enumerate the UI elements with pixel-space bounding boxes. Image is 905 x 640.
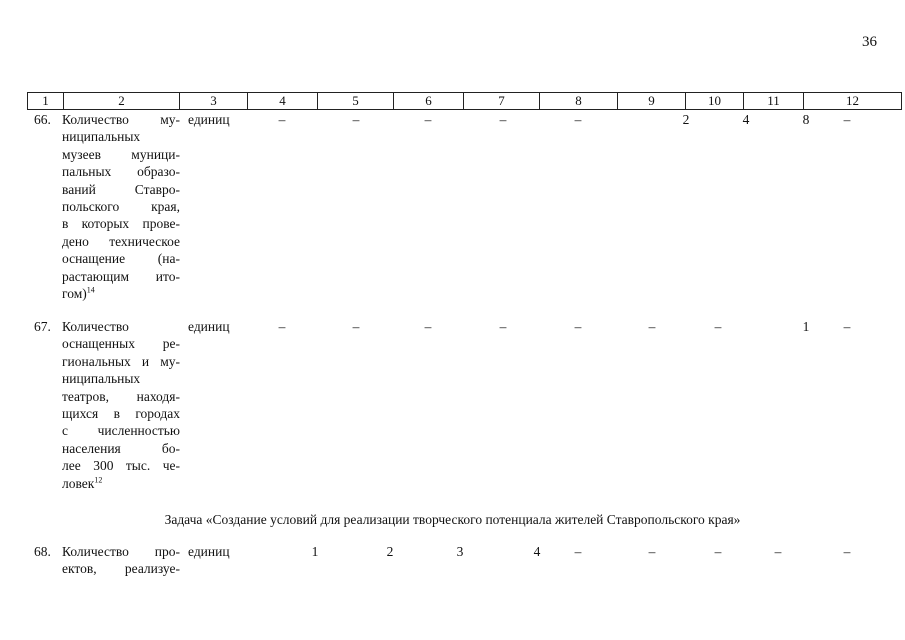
value-cell: 3	[456, 544, 464, 559]
unit-cell: единиц	[188, 319, 230, 334]
value-cell: –	[352, 319, 360, 334]
value-cell: –	[424, 319, 432, 334]
column-number: 1	[28, 93, 64, 110]
value-cell: –	[843, 319, 851, 334]
value-cell: 2	[386, 544, 394, 559]
footnote-marker: 12	[94, 475, 103, 485]
value-cell: –	[574, 544, 582, 559]
value-cell: 4	[742, 112, 750, 127]
unit-cell: единиц	[188, 544, 230, 559]
column-number: 6	[394, 93, 464, 110]
unit-cell: единиц	[188, 112, 230, 127]
value-cell: 1	[311, 544, 319, 559]
column-number: 3	[180, 93, 248, 110]
column-number: 11	[744, 93, 804, 110]
value-cell: –	[278, 112, 286, 127]
column-number-header	[27, 92, 902, 110]
value-cell: 2	[682, 112, 690, 127]
row-number: 67.	[34, 319, 51, 334]
value-cell: –	[424, 112, 432, 127]
value-cell: –	[352, 112, 360, 127]
row-number: 66.	[34, 112, 51, 127]
indicator-description: Количество му- ниципальных музеев муници- пальных образо- ваний Ставро- польского края, в которых прове- дено техническое оснащение (на- растающим ито- гом)$^{14}$	[62, 112, 180, 302]
footnote-marker: 14	[86, 285, 95, 295]
column-number: 12	[804, 93, 902, 110]
task-heading: Задача «Создание условий для реализации творческого потенциала жителей Ставропольского края»	[164, 512, 741, 527]
value-cell: 8	[802, 112, 810, 127]
value-cell: 1	[802, 319, 810, 334]
value-cell: –	[648, 319, 656, 334]
indicator-description: Количество оснащенных ре- гиональных и му- ниципальных театров, находя- щихся в городах с численностью населения бо- лее 300 тыс. че- ловек$^{12}$	[62, 319, 180, 491]
value-cell: –	[843, 112, 851, 127]
value-cell: –	[574, 319, 582, 334]
page-number: 36	[862, 34, 877, 50]
value-cell: –	[648, 544, 656, 559]
value-cell: –	[499, 112, 507, 127]
column-number: 9	[618, 93, 686, 110]
column-number: 10	[686, 93, 744, 110]
value-cell: 4	[533, 544, 541, 559]
indicator-description: Количество про- ектов, реализуе-	[62, 544, 180, 577]
value-cell: –	[574, 112, 582, 127]
column-number: 4	[248, 93, 318, 110]
value-cell: –	[714, 319, 722, 334]
value-cell: –	[278, 319, 286, 334]
column-number: 5	[318, 93, 394, 110]
column-number: 7	[464, 93, 540, 110]
value-cell: –	[843, 544, 851, 559]
value-cell: –	[774, 544, 782, 559]
column-number: 8	[540, 93, 618, 110]
column-number: 2	[64, 93, 180, 110]
value-cell: –	[714, 544, 722, 559]
row-number: 68.	[34, 544, 51, 559]
value-cell: –	[499, 319, 507, 334]
